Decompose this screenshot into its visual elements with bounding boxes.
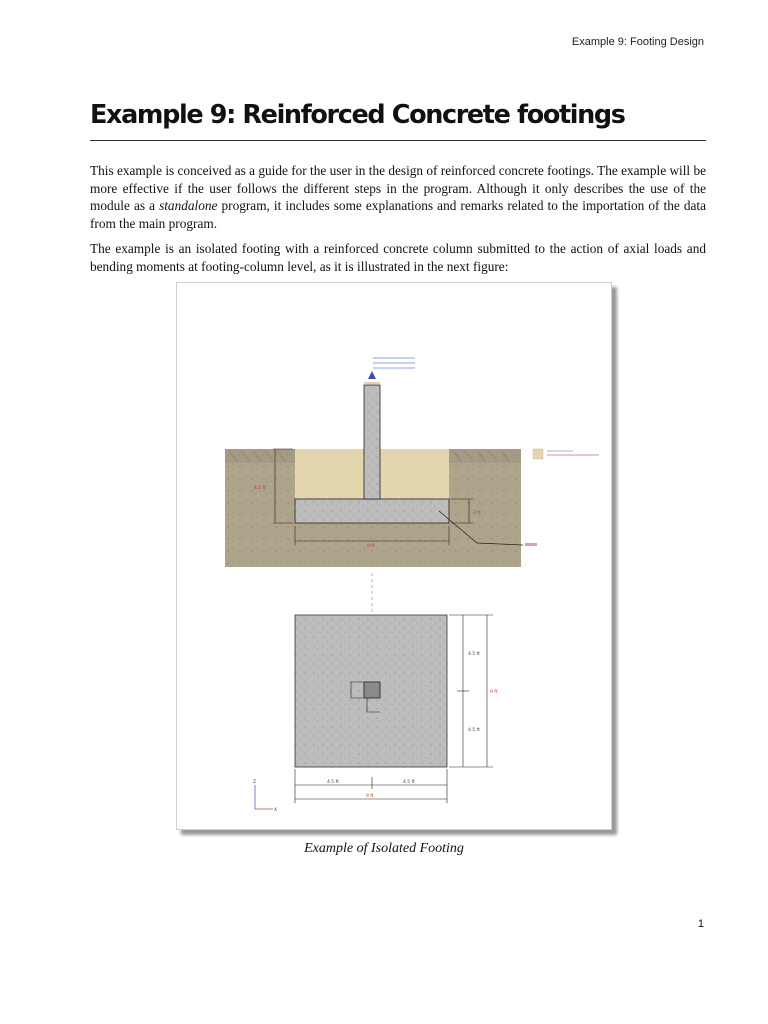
section-marker xyxy=(525,543,537,546)
column-plan xyxy=(364,682,380,698)
footing-elevation xyxy=(295,499,449,523)
ground-surface-left xyxy=(225,449,295,463)
figure-caption: Example of Isolated Footing xyxy=(304,841,464,856)
title-rule xyxy=(90,140,706,141)
intro-italic-term: standalone xyxy=(159,198,218,213)
plan-total-x-label: 9 ft xyxy=(366,794,374,799)
footing-drawing xyxy=(177,283,611,829)
plan-half-y-bottom-label: 4.5 ft xyxy=(468,728,480,733)
legend-swatch xyxy=(533,449,543,459)
column-elevation xyxy=(364,385,380,499)
plan-half-y-top-label: 4.5 ft xyxy=(468,652,480,657)
plan-total-y-label: 9 ft xyxy=(490,690,498,695)
load-label-line-2 xyxy=(373,362,415,364)
intro-paragraph xyxy=(90,162,706,232)
load-label-line-3 xyxy=(373,367,415,369)
running-header: Example 9: Footing Design xyxy=(571,36,704,48)
plan-half-x-left-label: 4.5 ft xyxy=(327,780,339,785)
footing-figure xyxy=(176,282,612,830)
thickness-label: 3 ft xyxy=(473,511,481,516)
page-number: 1 xyxy=(697,918,704,930)
legend-text-line-2 xyxy=(547,454,599,456)
axis-x-label: X xyxy=(274,808,278,813)
intro-text-end: program, it includes some explanations and remarks related to the importation of the data from the main program. xyxy=(90,198,706,231)
axis-z-label: Z xyxy=(253,780,257,785)
width-label-elevation: 9 ft xyxy=(367,544,375,549)
plan-vertical-dimensions xyxy=(449,615,493,767)
plan-half-x-right-label: 4.5 ft xyxy=(403,780,415,785)
load-arrow-icon xyxy=(364,371,380,383)
load-label-line-1 xyxy=(373,357,415,359)
depth-label: 4.5 ft xyxy=(254,486,266,491)
intro-text-start: This example is conceived as a guide for the user in the design of reinforced concrete footings. The example will be more effective if the user follows the different steps in the program. Although it only describes the use of the module as a xyxy=(90,163,707,213)
legend-text-line-1 xyxy=(547,450,573,452)
axis-gizmo-icon xyxy=(255,785,273,809)
page-title: Example 9: Reinforced Concrete footings xyxy=(90,100,625,130)
description-paragraph: The example is an isolated footing with a reinforced concrete column submitted to the action of axial loads and bending moments at footing-column level, as it is illustrated in the next figure: xyxy=(90,241,706,274)
